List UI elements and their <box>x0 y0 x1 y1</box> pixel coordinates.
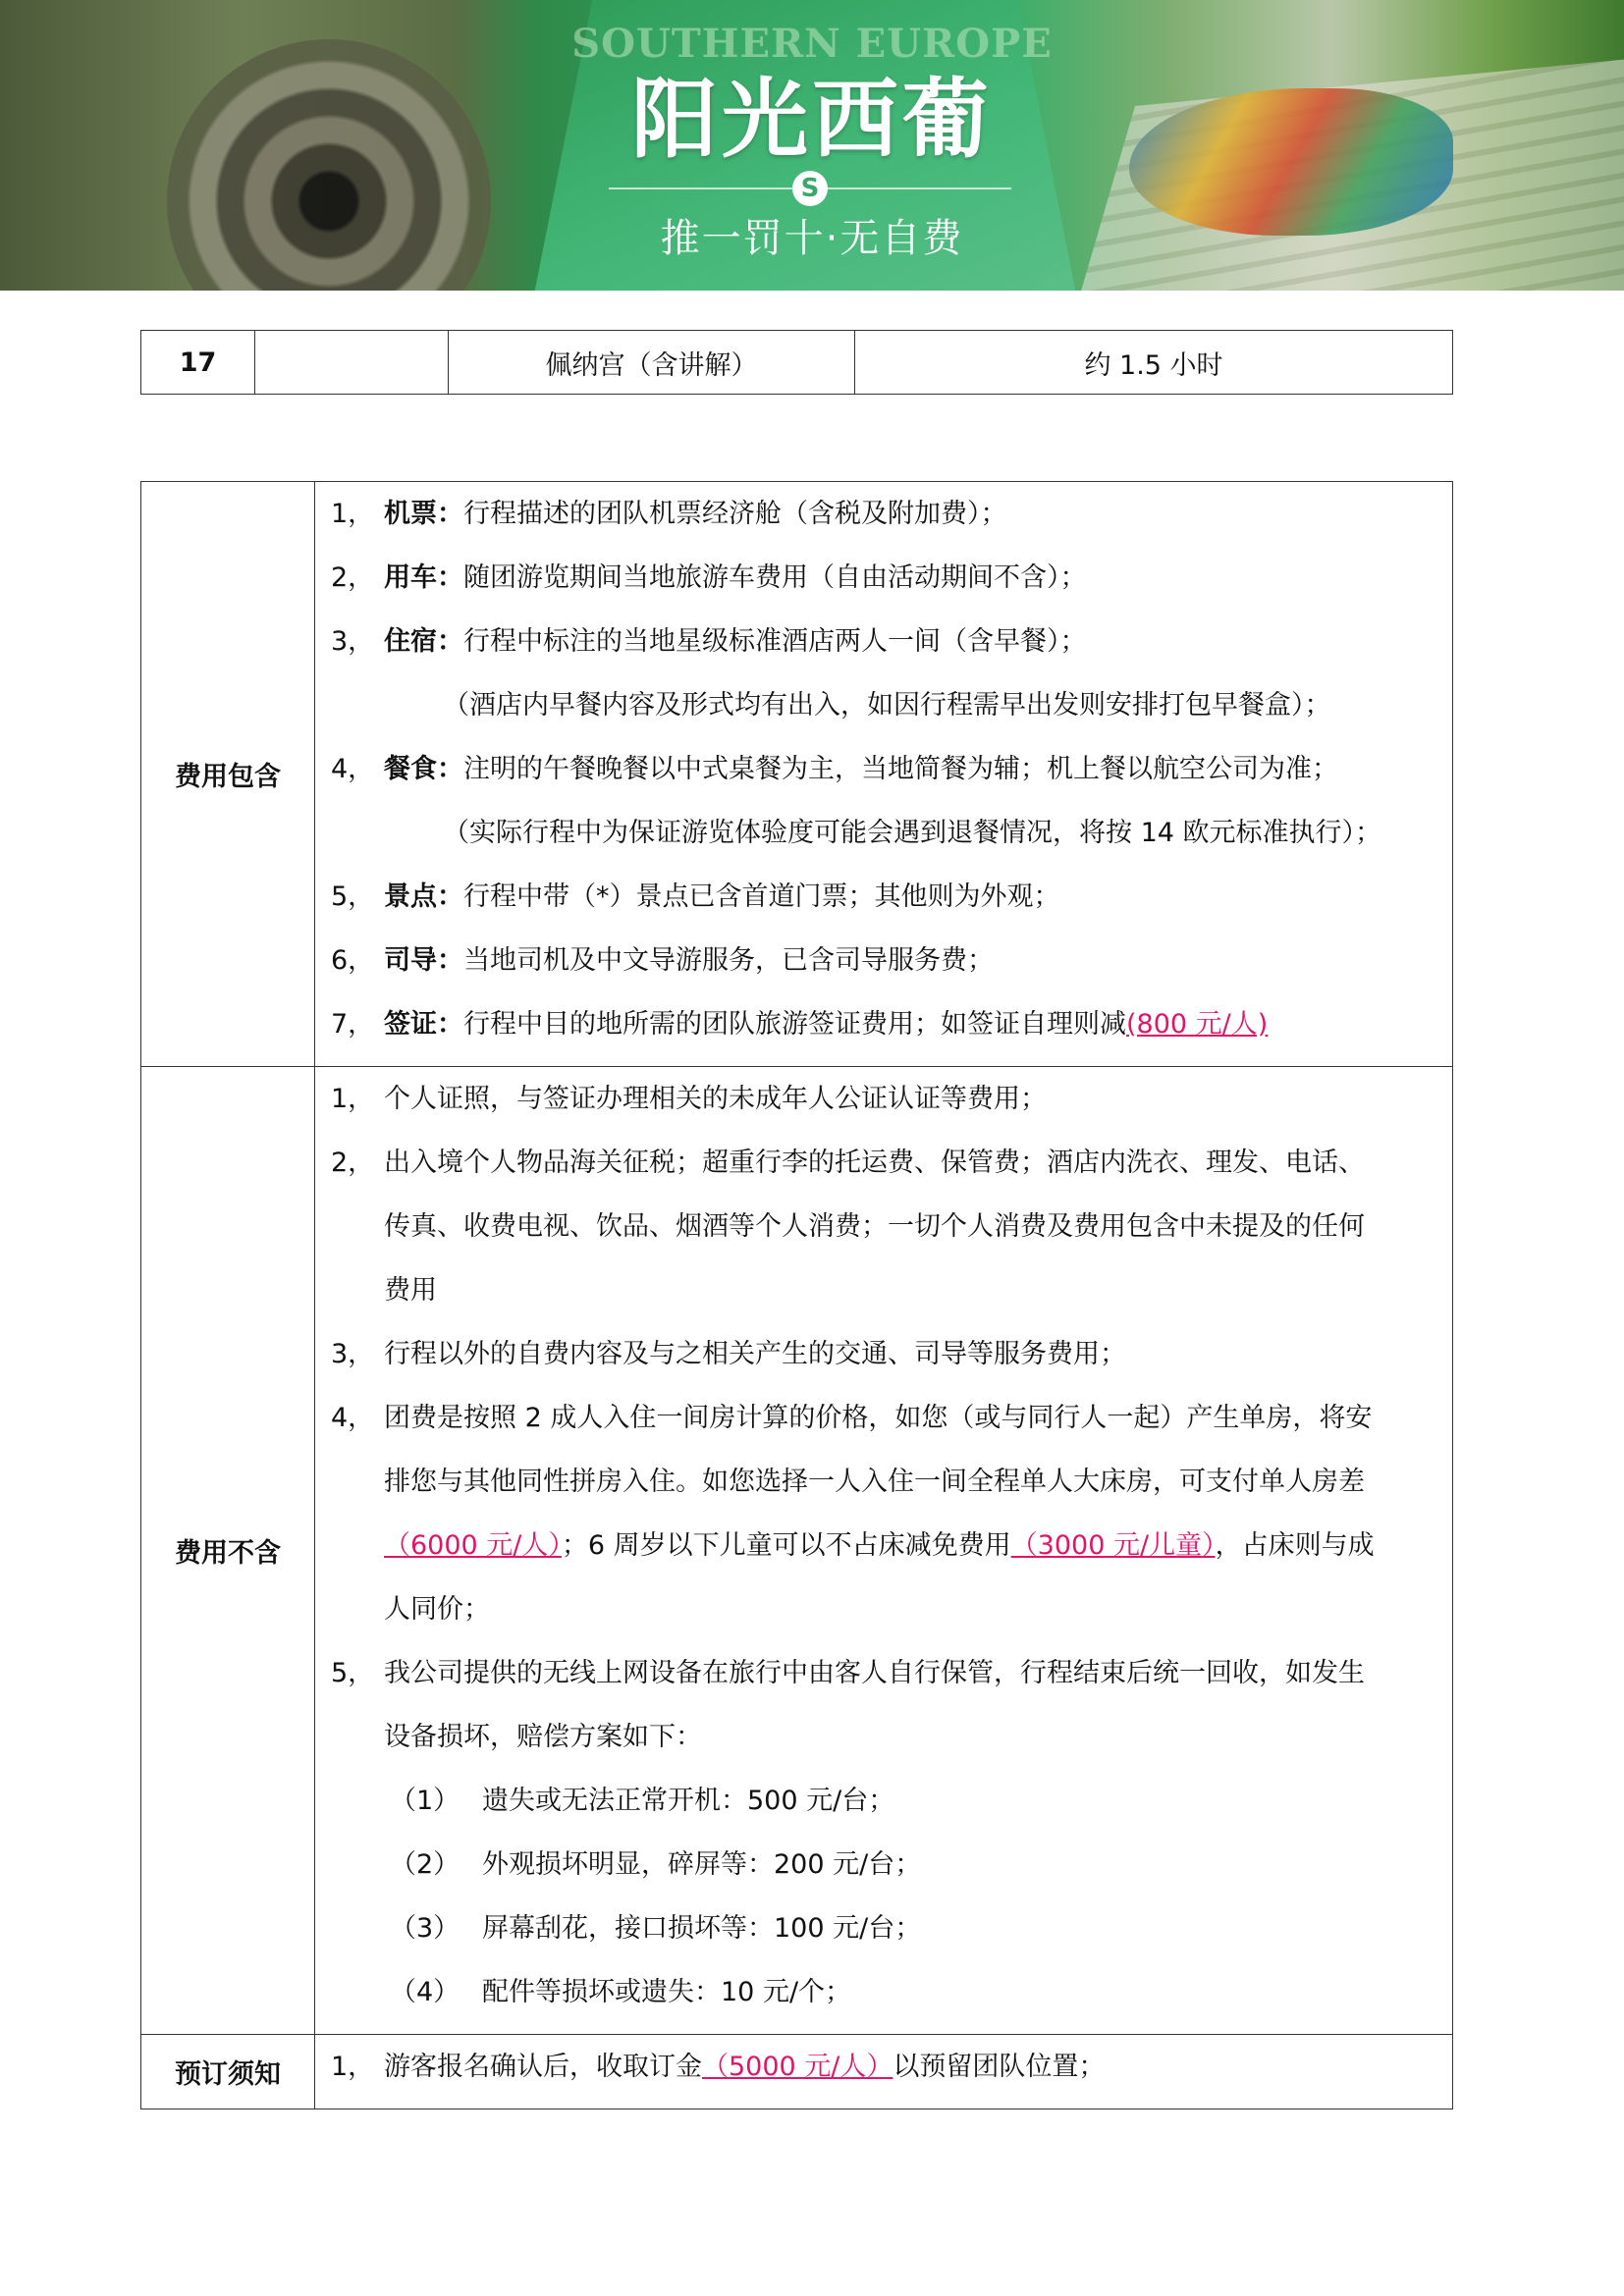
list-item <box>315 1906 1452 1970</box>
item-number: 3， <box>331 626 375 657</box>
item-text <box>384 1141 1365 1185</box>
text-segment: 行程中带（*）景点已含首道门票；其他则为外观； <box>463 881 1060 912</box>
item-text <box>443 811 1381 855</box>
text-segment: 当地司机及中文导游服务，已含司导服务费； <box>463 945 994 976</box>
text-segment: 外观损坏明显，碎屏等：200 元/台； <box>482 1849 922 1880</box>
list-item <box>315 492 1452 556</box>
list-item <box>315 1204 1452 1268</box>
duration: 约 1.5 小时 <box>855 331 1453 395</box>
item-label: 机票： <box>384 499 463 529</box>
list-item <box>315 1460 1452 1523</box>
item-label: 司导： <box>384 945 463 976</box>
text-segment: ；6 周岁以下儿童可以不占床减免费用 <box>561 1530 1011 1561</box>
list-item <box>315 1587 1452 1651</box>
banner-slogan: 推一罚十·无自费 <box>660 216 964 261</box>
list-item <box>315 1970 1452 2034</box>
item-text <box>384 2045 1105 2089</box>
list-item <box>315 1523 1452 1587</box>
item-text <box>384 1460 1365 1504</box>
item-label: 景点： <box>384 881 463 912</box>
text-segment: 配件等损坏或遗失：10 元/个； <box>482 1977 852 2007</box>
text-segment: 随团游览期间当地旅游车费用（自由活动期间不含）； <box>463 562 1087 593</box>
item-text <box>482 1842 921 1887</box>
item-label: 餐食： <box>384 754 463 784</box>
section-heading: 费用包含 <box>141 482 315 1067</box>
item-text <box>482 1970 851 2014</box>
list-item <box>315 811 1452 875</box>
item-text <box>384 938 994 983</box>
item-text <box>384 1268 437 1312</box>
item-number: 4， <box>331 1403 375 1433</box>
text-segment: ，占床则与成 <box>1215 1530 1375 1561</box>
text-segment: 排您与其他同性拼房入住。如您选择一人入住一间全程单人大床房，可支付单人房差 <box>384 1467 1365 1497</box>
item-number: 1， <box>331 499 375 529</box>
list-item <box>315 875 1452 938</box>
item-text <box>384 492 1007 536</box>
text-segment: （酒店内早餐内容及形式均有出入，如因行程需早出发则安排打包早餐盒）； <box>443 690 1331 721</box>
section-content <box>315 2035 1453 2109</box>
list-item <box>315 747 1452 811</box>
list-item <box>315 1141 1452 1204</box>
item-text <box>384 1523 1375 1568</box>
sub-item-number: （1） <box>390 1786 460 1816</box>
list-item <box>315 683 1452 747</box>
list-item <box>315 938 1452 1002</box>
text-segment: 团费是按照 2 成人入住一间房计算的价格，如您（或与同行人一起）产生单房，将安 <box>384 1403 1373 1433</box>
list-item <box>315 556 1452 619</box>
text-segment: 设备损坏，赔偿方案如下： <box>384 1722 702 1752</box>
item-text <box>482 1906 921 1950</box>
sub-item-number: （4） <box>390 1977 460 2007</box>
list-item <box>315 2045 1452 2109</box>
price-highlight: (800 元/人) <box>1126 1009 1269 1040</box>
item-label: 用车： <box>384 562 463 593</box>
text-segment: 我公司提供的无线上网设备在旅行中由客人自行保管，行程结束后统一回收，如发生 <box>384 1658 1365 1688</box>
list-item <box>315 1396 1452 1460</box>
site-name: 佩纳宫（含讲解） <box>449 331 855 395</box>
text-segment: 出入境个人物品海关征税；超重行李的托运费、保管费；酒店内洗衣、理发、电话、 <box>384 1148 1365 1178</box>
text-segment: 行程以外的自费内容及与之相关产生的交通、司导等服务费用； <box>384 1339 1126 1369</box>
table-row <box>141 482 1453 1067</box>
item-number: 3， <box>331 1339 375 1369</box>
item-number: 4， <box>331 754 375 784</box>
item-text <box>384 1332 1126 1376</box>
list-item <box>315 1779 1452 1842</box>
item-label: 签证： <box>384 1009 463 1040</box>
banner-subtitle-en: SOUTHERN EUROPE <box>571 21 1053 67</box>
item-label: 住宿： <box>384 626 463 657</box>
fees-table <box>140 481 1453 2109</box>
banner-title: 阳光西葡 <box>630 68 993 170</box>
item-text <box>384 556 1087 600</box>
item-text <box>384 1587 490 1631</box>
list-item <box>315 1842 1452 1906</box>
table-row <box>141 331 1453 395</box>
section-heading: 预订须知 <box>141 2035 315 2109</box>
price-highlight: （6000 元/人） <box>384 1530 562 1561</box>
sub-item-number: （3） <box>390 1913 460 1944</box>
list-item <box>315 1002 1452 1066</box>
sub-item-number: （2） <box>390 1849 460 1880</box>
item-text <box>443 683 1331 727</box>
text-segment: 费用 <box>384 1275 437 1306</box>
text-segment: 注明的午餐晚餐以中式桌餐为主，当地简餐为辅；机上餐以航空公司为准； <box>463 754 1338 784</box>
price-highlight: （5000 元/人） <box>702 2052 893 2082</box>
item-number: 1， <box>331 1084 375 1114</box>
text-segment: 遗失或无法正常开机：500 元/台； <box>482 1786 895 1816</box>
schedule-table <box>140 330 1453 395</box>
item-number: 5， <box>331 1658 375 1688</box>
blank-cell <box>255 331 449 395</box>
text-segment: 行程中标注的当地星级标准酒店两人一间（含早餐）； <box>463 626 1087 657</box>
item-text <box>384 619 1087 664</box>
item-text <box>482 1779 894 1823</box>
text-segment: 行程中目的地所需的团队旅游签证费用；如签证自理则减 <box>463 1009 1126 1040</box>
header-banner <box>0 0 1624 291</box>
section-heading: 费用不含 <box>141 1067 315 2035</box>
day-number: 17 <box>141 331 255 395</box>
brand-logo-icon: S <box>792 171 828 206</box>
list-item <box>315 1715 1452 1779</box>
item-number: 7， <box>331 1009 375 1040</box>
list-item <box>315 1332 1452 1396</box>
text-segment: （实际行程中为保证游览体验度可能会遇到退餐情况，将按 14 欧元标准执行）； <box>443 818 1382 848</box>
item-text <box>384 1651 1365 1695</box>
text-segment: 个人证照，与签证办理相关的未成年人公证认证等费用； <box>384 1084 1047 1114</box>
item-text <box>384 1396 1372 1440</box>
text-segment: 以预留团队位置； <box>893 2052 1106 2082</box>
item-text <box>384 1002 1268 1046</box>
text-segment: 行程描述的团队机票经济舱（含税及附加费）； <box>463 499 1007 529</box>
text-segment: 屏幕刮花，接口损坏等：100 元/台； <box>482 1913 922 1944</box>
list-item <box>315 1077 1452 1141</box>
text-segment: 游客报名确认后，收取订金 <box>384 2052 702 2082</box>
item-number: 2， <box>331 1148 375 1178</box>
section-content <box>315 1067 1453 2035</box>
item-text <box>384 1715 702 1759</box>
item-number: 1， <box>331 2052 375 2082</box>
text-segment: 传真、收费电视、饮品、烟酒等个人消费；一切个人消费及费用包含中未提及的任何 <box>384 1211 1365 1242</box>
item-number: 5， <box>331 881 375 912</box>
item-text <box>384 1077 1047 1121</box>
table-row <box>141 2035 1453 2109</box>
list-item <box>315 1268 1452 1332</box>
price-highlight: （3000 元/儿童） <box>1010 1530 1216 1561</box>
item-text <box>384 747 1338 791</box>
item-text <box>384 1204 1365 1249</box>
item-number: 2， <box>331 562 375 593</box>
list-item <box>315 619 1452 683</box>
text-segment: 人同价； <box>384 1594 490 1625</box>
item-text <box>384 875 1060 919</box>
list-item <box>315 1651 1452 1715</box>
section-content <box>315 482 1453 1067</box>
item-number: 6， <box>331 945 375 976</box>
table-row <box>141 1067 1453 2035</box>
